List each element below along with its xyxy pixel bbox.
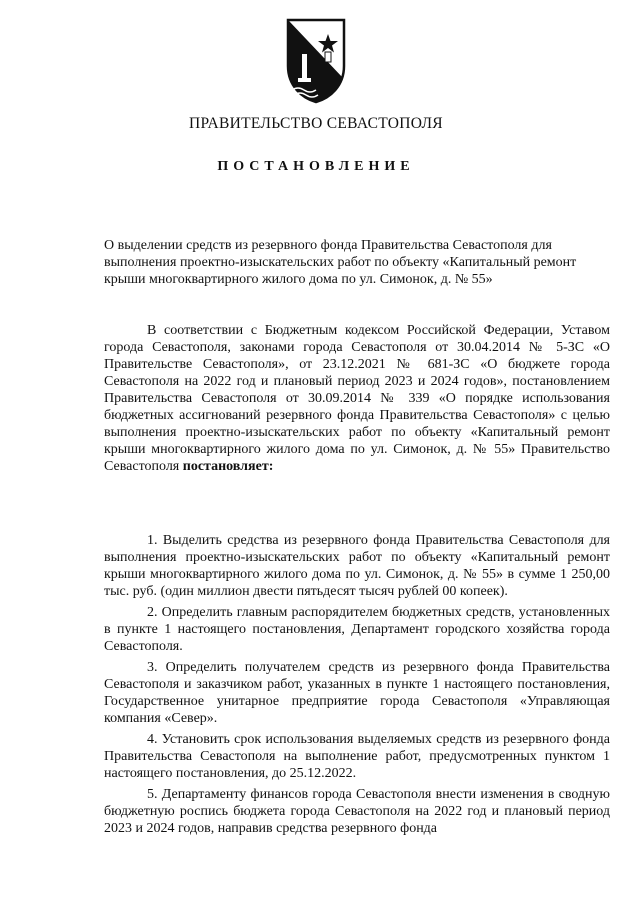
decree-item-5: 5. Департаменту финансов города Севастополя внести изменения в сводную бюджетную роспись бюджета города Севастополя на 2022 год и плановый период 2023 и 2024 годов, направив средства резервного фонда (104, 787, 610, 836)
decree-item-2: 2. Определить главным распорядителем бюджетных средств, установленных в пункте 1 настоящего постановления, Департамент городского хозяйства города Севастополя. (104, 605, 610, 654)
decree-word: постановляет (182, 459, 269, 474)
decree-items (104, 532, 610, 841)
sevastopol-coat-of-arms-icon (284, 16, 348, 104)
decree-subject: О выделении средств из резервного фонда Правительства Севастополя для выполнения проектно-изыскательских работ по объекту «Капитальный ремонт крыши многоквартирного жилого дома по ул. Симонок, д. № 55» (104, 238, 577, 287)
decree-item-4: 4. Установить срок использования выделяемых средств из резервного фонда Правительства Севастополя на выполнение работ, предусмотренных пунктом 1 настоящего постановления, до 25.12.2022. (104, 732, 610, 781)
preamble-text: В соответствии с Бюджетным кодексом Российской Федерации, Уставом города Севастополя, законами города Севастополя от 30.04.2014 № 5-ЗС «О Правительстве Севастополя», от 23.12.2021 № 681-ЗС «О бюджете города Севастополя на 2022 год и плановый период 2023 и 2024 годов», постановлением Правительства Севастополя от 30.09.2014 № 339 «О порядке использования бюджетных ассигнований резервного фонда Правительства Севастополя» с целью выполнения проектно-изыскательских работ по объекту «Капитальный ремонт крыши многоквартирного жилого дома по ул. Симонок, д. № 55» Правительство Севастополя (104, 323, 610, 474)
decree-preamble (104, 322, 610, 475)
decree-colon: : (268, 459, 274, 474)
decree-item-3: 3. Определить получателем средств из резервного фонда Правительства Севастополя и заказчиком работ, указанных в пункте 1 настоящего постановления, Государственное унитарное предприятие города Севастополя «Управляющая компания «Север». (104, 660, 610, 726)
government-title: ПРАВИТЕЛЬСТВО СЕВАСТОПОЛЯ (189, 115, 443, 132)
document-type-title: ПОСТАНОВЛЕНИЕ (217, 159, 415, 174)
decree-item-1: 1. Выделить средства из резервного фонда Правительства Севастополя для выполнения проектно-изыскательских работ по объекту «Капитальный ремонт крыши многоквартирного жилого дома по ул. Симонок, д. № 55» в сумме 1 250,00 тыс. руб. (один миллион двести пятьдесят тысяч рублей 00 копеек). (104, 533, 610, 599)
